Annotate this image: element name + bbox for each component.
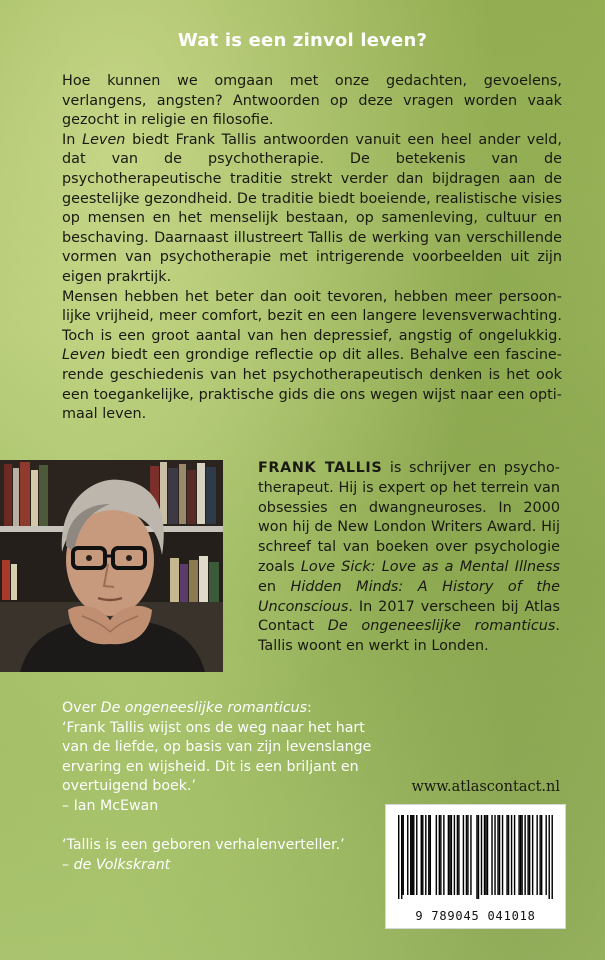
barcode-bar	[484, 815, 485, 895]
barcode-bar	[449, 815, 450, 895]
bio-text: . Tallis woont en werkt in Londen.	[258, 618, 560, 655]
barcode-bar	[448, 815, 449, 895]
barcode-bar	[458, 815, 459, 895]
barcode-bar	[506, 815, 507, 895]
barcode-bar	[520, 815, 521, 895]
back-cover-title: Wat is een zinvol leven?	[177, 30, 428, 51]
barcode-bar	[497, 815, 498, 895]
barcode-bar	[552, 815, 553, 899]
blurb-paragraph-3	[62, 288, 562, 425]
barcode-bar	[539, 815, 540, 895]
barcode-bar	[467, 815, 468, 895]
barcode-bar	[410, 815, 411, 895]
barcode-bar	[436, 815, 437, 895]
blurb-paragraph-1: Hoe kunnen we omgaan met onze gedachten, gevoelens, verlangens, angsten? Antwoorden op deze vragen worden vaak gezocht in religie en filosofie.	[62, 73, 562, 129]
author-photo	[0, 460, 223, 672]
barcode-bar	[485, 815, 486, 895]
barcode-bar	[502, 815, 503, 895]
barcode-bar	[413, 815, 414, 895]
barcode-bar	[541, 815, 542, 895]
blurb-text: In	[62, 131, 83, 148]
barcode-bar	[440, 815, 441, 895]
bio-text: . In 2017 verscheen bij Atlas Contact	[258, 598, 560, 635]
blurb-text: biedt Frank Tallis antwoorden vanuit een heel ander veld, dat van de psychotherapie. De betekenis van de psychotherapeutische traditie strekt verder dan bijdragen aan de geestelijke gezondheid. De traditie biedt boeiende, realistische visies op mensen en het menselijk bestaan, op samenleving, cultuur en beschaving. Daarnaast illustreert Tallis de werking van verschillende vormen van psychotherapie met intrigerende voorbeelden uit zijn eigen prakrtijk.	[62, 131, 563, 285]
bio-text: is schrijver en psychotherapeut. Hij is expert op het terrein van obsessies en dwangneuroses. In 2000 won hij de New London Writers Award. Hij schreef tal van boeken over psychologie zoals	[258, 460, 560, 575]
quote-author-name: – de Volkskrant	[62, 856, 171, 873]
barcode-bar	[454, 815, 455, 895]
barcode-bar	[511, 815, 512, 895]
book-title-leven: Leven	[82, 131, 126, 148]
barcode-bar	[508, 815, 509, 895]
blurb-text: biedt een grondige reflectie op dit alles. Behalve een fascinerende geschiedenis van het psychotherapeutisch denken is het ook een toegankelijke, praktische gids die ons wegen wijst naar een optimaal leven.	[62, 347, 562, 423]
barcode-bar	[443, 815, 444, 895]
barcode-bar	[407, 815, 408, 895]
barcode-bar	[463, 815, 464, 895]
barcode-bar	[499, 815, 500, 895]
barcode-bar	[521, 815, 522, 895]
barcode-bar	[518, 815, 519, 895]
barcode-bar	[466, 815, 467, 895]
barcode-bar	[527, 815, 528, 895]
barcode-bar	[536, 815, 537, 895]
quote-text: Over	[62, 700, 101, 716]
quote-author: – Ian McEwan	[62, 797, 159, 814]
barcode-bar	[421, 815, 422, 895]
barcode-bar	[403, 815, 404, 895]
barcode-bar	[476, 815, 477, 899]
barcode-bar	[481, 815, 482, 895]
author-name: FRANK TALLIS	[258, 460, 383, 476]
review-quotes	[62, 699, 382, 875]
book-title: Hidden Minds: A History of the Unconscious	[258, 578, 560, 615]
barcode-bar	[494, 815, 495, 895]
barcode-bar	[487, 815, 488, 895]
quote-author	[62, 856, 382, 876]
publisher-url[interactable]: www.atlascontact.nl	[411, 779, 560, 795]
barcode-bar	[548, 815, 549, 899]
barcode-bar	[545, 815, 546, 895]
barcode-bar	[514, 815, 515, 895]
barcode-bar	[439, 815, 440, 895]
barcode-bar	[416, 815, 417, 895]
barcode-bar	[491, 815, 492, 895]
barcode-bar	[428, 815, 429, 895]
quotes-intro	[62, 699, 382, 719]
author-bio	[258, 459, 560, 657]
barcode-bar	[412, 815, 413, 895]
barcode-bar	[422, 815, 423, 895]
barcode-bar	[451, 815, 452, 895]
quote-mcewan: ‘Frank Tallis wijst ons de weg naar het hart van de liefde, op basis van zijn levenslange ervaring en wijsheid. Dit is een briljant en overtuigend boek.’	[62, 719, 372, 795]
barcode-bar	[401, 815, 402, 899]
book-title-leven: Leven	[62, 347, 106, 364]
isbn-number: 9 789045 041018	[415, 909, 536, 923]
barcode-icon	[398, 815, 553, 899]
barcode-bar	[430, 815, 431, 895]
barcode-bar	[425, 815, 426, 895]
quote-volkskrant: ‘Tallis is een geboren verhalenverteller.’	[62, 837, 345, 854]
book-blurb	[62, 72, 562, 425]
barcode-bar	[470, 815, 471, 895]
barcode-bar	[529, 815, 530, 895]
blurb-text: Mensen hebben het beter dan ooit tevoren, hebben meer persoonlijke vrijheid, meer comfort, bezit en een langere levensverwachting. Toch is een groot aantal van hen depressief, angstig of ongelukkig.	[62, 288, 562, 344]
barcode-bar	[478, 815, 479, 899]
quote-text: :	[307, 700, 312, 716]
barcode-bar	[457, 815, 458, 895]
book-title: De ongeneeslijke romanticus	[100, 700, 308, 716]
book-title: Love Sick: Love as a Mental Illness	[300, 558, 560, 575]
bio-text: en	[258, 578, 291, 595]
blurb-paragraph-2	[62, 131, 562, 288]
barcode-bar	[532, 815, 533, 895]
barcode-bar	[524, 815, 525, 895]
barcode	[385, 804, 566, 929]
book-title: De ongeneeslijke romanticus	[327, 618, 556, 635]
barcode-bar	[398, 815, 399, 899]
